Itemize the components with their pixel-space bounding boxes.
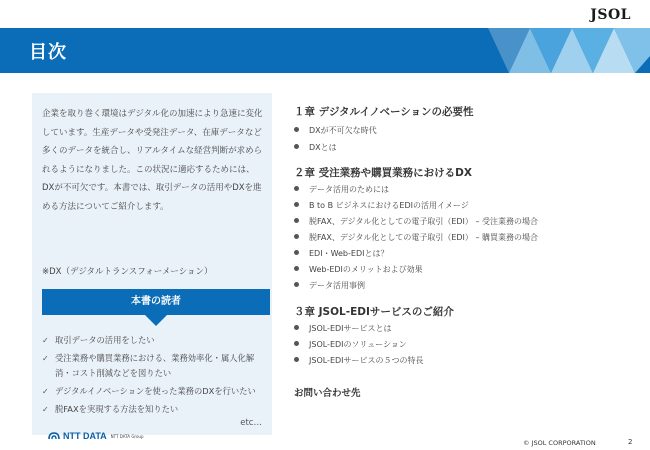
chapter-2-title: ２章 受注業務や購買業務におけるDX — [294, 167, 472, 179]
list-item: ✓ デジタルイノベーションを使った業務のDXを行いたい — [42, 384, 270, 399]
readers-list — [42, 333, 270, 420]
intro-text: 企業を取り巻く環境はデジタル化の加速により急速に変化しています。生産データや受発注データ、在庫データなど多くのデータを統合し、リアルタイムな経営判断が求められるようになりました。この状況に適応するためには、DXが不可欠です。本書では、取引データの活用やDXを進める方法についてご紹介します。 — [42, 109, 263, 212]
toc-item: EDI・Web-EDIとは？ — [294, 248, 388, 259]
page-title: 目次 — [29, 42, 67, 63]
list-item: ✓ 取引データの活用をしたい — [42, 333, 270, 348]
etc-label: etc… — [240, 418, 262, 428]
bullet-icon — [294, 266, 299, 271]
bullet-icon — [294, 202, 299, 207]
intro-panel — [32, 93, 272, 435]
toc-item: 脱FAX、デジタル化としての電子取引（EDI） – 受注業務の場合 — [294, 216, 538, 227]
toc-item: DXとは — [294, 142, 337, 153]
toc-item: Web-EDIのメリットおよび効果 — [294, 264, 423, 275]
toc-item: JSOL-EDIのソリューション — [294, 339, 407, 350]
check-icon: ✓ — [42, 405, 49, 414]
jsol-logo: JSOL — [590, 7, 631, 23]
toc-item: JSOL-EDIサービスとは — [294, 323, 392, 334]
chapter-1-title: １章 デジタルイノベーションの必要性 — [294, 106, 474, 118]
ntt-data-logo — [48, 431, 144, 441]
toc-item: JSOL-EDIサービスの５つの特長 — [294, 355, 424, 366]
bullet-icon — [294, 234, 299, 239]
readers-heading: 本書の読者 — [42, 289, 270, 315]
triangle-decoration — [0, 28, 650, 73]
copyright: © JSOL CORPORATION — [523, 439, 596, 447]
check-icon: ✓ — [42, 336, 49, 345]
dx-footnote: ※DX（デジタルトランスフォーメーション） — [42, 267, 213, 277]
bullet-icon — [294, 282, 299, 287]
chapter-3-title: ３章 JSOL-EDIサービスのご紹介 — [294, 306, 454, 318]
toc-item: データ活用事例 — [294, 280, 365, 291]
toc-item: B to B ビジネスにおけるEDIの活用イメージ — [294, 200, 469, 211]
bullet-icon — [294, 127, 299, 132]
bullet-icon — [294, 250, 299, 255]
page-number: 2 — [628, 438, 633, 446]
toc-item: データ活用のためには — [294, 184, 389, 195]
check-icon: ✓ — [42, 387, 49, 396]
bullet-icon — [294, 218, 299, 223]
ntt-mark-icon — [48, 432, 60, 440]
toc-item: 脱FAX、デジタル化としての電子取引（EDI） – 購買業務の場合 — [294, 232, 538, 243]
title-bar — [0, 28, 650, 73]
bullet-icon — [294, 186, 299, 191]
bullet-icon — [294, 341, 299, 346]
ntt-logo-text: NTT DATA — [63, 431, 107, 441]
list-item: ✓ 脱FAXを実現する方法を知りたい — [42, 402, 270, 417]
contact-title: お問い合わせ先 — [294, 388, 361, 399]
bullet-icon — [294, 144, 299, 149]
ntt-group-text: NTT DATA Group — [110, 433, 144, 439]
bullet-icon — [294, 325, 299, 330]
list-item: ✓ 受注業務や購買業務における、業務効率化・属人化解消・コスト削減などを図りたい — [42, 353, 255, 378]
toc-item: DXが不可欠な時代 — [294, 125, 377, 136]
bullet-icon — [294, 357, 299, 362]
readers-heading-notch — [145, 315, 167, 326]
check-icon: ✓ — [42, 354, 49, 363]
